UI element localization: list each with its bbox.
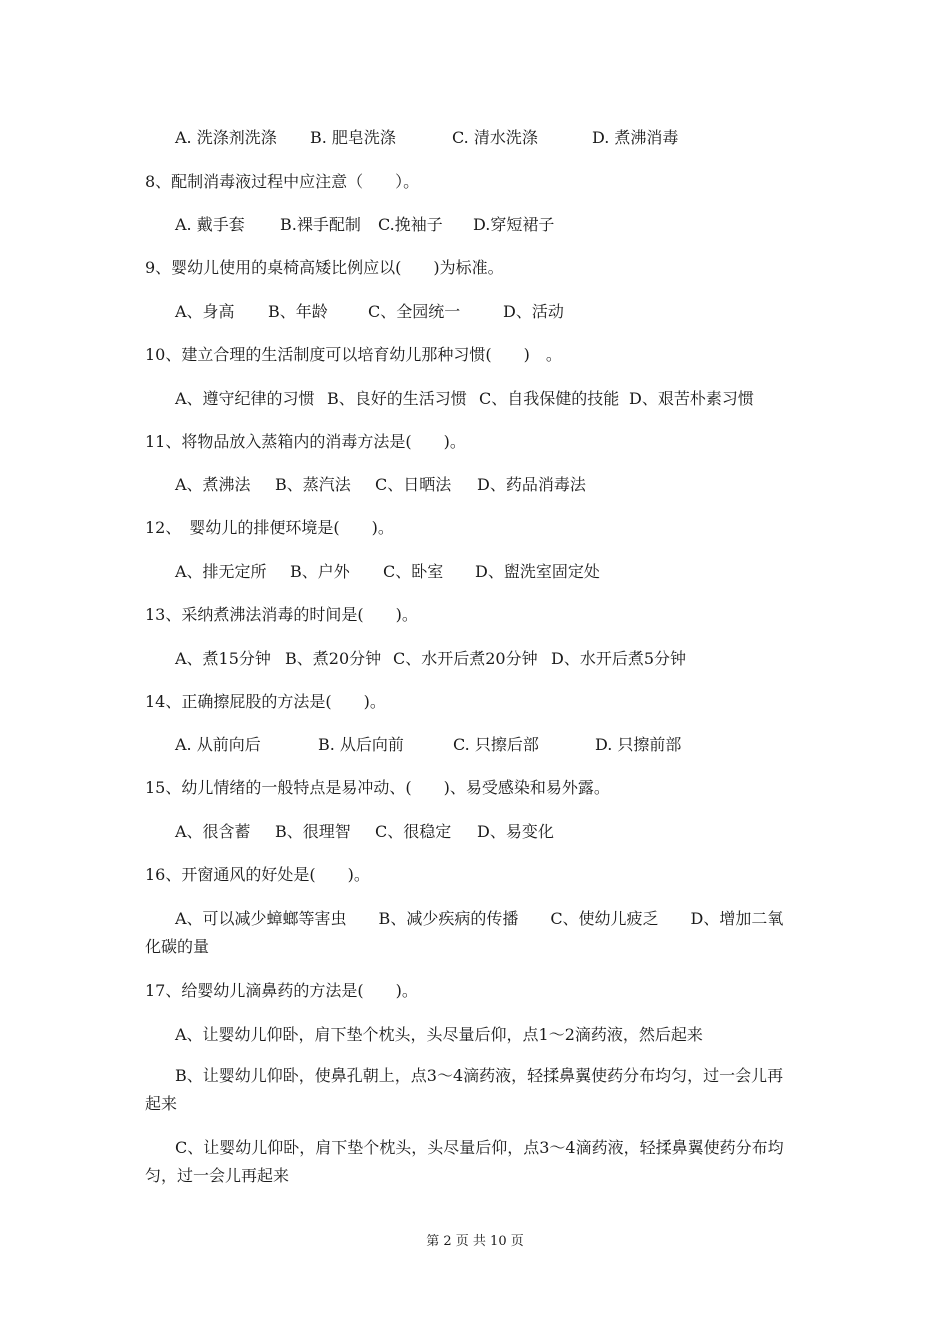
q15-option-a: A、很含蓄 xyxy=(175,822,251,841)
q11-options xyxy=(175,475,586,495)
q8-question: 8、配制消毒液过程中应注意（ ）。 xyxy=(145,172,420,191)
q11-option-c: C、日晒法 xyxy=(375,475,452,494)
q8-option-c: C.挽袖子 xyxy=(378,215,443,234)
q15-options xyxy=(175,822,554,842)
q11-option-b: B、蒸汽法 xyxy=(275,475,351,494)
q11-option-a: A、煮沸法 xyxy=(175,475,251,494)
q12-option-b: B、户外 xyxy=(290,562,350,581)
q14-option-b: B. 从后向前 xyxy=(318,735,404,754)
q15-option-d: D、易变化 xyxy=(477,822,554,841)
q10-option-a: A、遵守纪律的习惯 xyxy=(175,389,315,408)
q15-option-b: B、很理智 xyxy=(275,822,351,841)
q14-option-d: D. 只擦前部 xyxy=(595,735,682,754)
q12-question: 12、 婴幼儿的排便环境是( )。 xyxy=(145,518,394,537)
q7-option-b: B. 肥皂洗涤 xyxy=(310,128,396,147)
q8-options xyxy=(175,215,554,235)
q7-option-d: D. 煮沸消毒 xyxy=(592,128,679,147)
q9-option-b: B、年龄 xyxy=(268,302,328,321)
q15-question: 15、幼儿情绪的一般特点是易冲动、( )、易受感染和易外露。 xyxy=(145,778,610,797)
q9-option-c: C、全园统一 xyxy=(368,302,461,321)
q9-option-d: D、活动 xyxy=(503,302,564,321)
q10-option-c: C、自我保健的技能 xyxy=(479,389,620,408)
q12-options xyxy=(175,562,600,582)
q15-option-c: C、很稳定 xyxy=(375,822,452,841)
q10-options xyxy=(175,389,754,409)
q10-option-b: B、良好的生活习惯 xyxy=(327,389,467,408)
q16-question: 16、开窗通风的好处是( )。 xyxy=(145,865,370,884)
q14-option-c: C. 只擦后部 xyxy=(453,735,539,754)
q14-question: 14、正确擦屁股的方法是( )。 xyxy=(145,692,386,711)
q12-option-a: A、排无定所 xyxy=(175,562,267,581)
q10-question: 10、建立合理的生活制度可以培育幼儿那种习惯( ) 。 xyxy=(145,345,562,364)
q8-option-b: B.裸手配制 xyxy=(280,215,361,234)
q7-option-c: C. 清水洗涤 xyxy=(452,128,538,147)
q7-option-a: A. 洗涤剂洗涤 xyxy=(175,128,277,147)
q12-option-d: D、盥洗室固定处 xyxy=(475,562,600,581)
q11-option-d: D、药品消毒法 xyxy=(477,475,586,494)
q14-options xyxy=(175,735,681,755)
q17-question: 17、给婴幼儿滴鼻药的方法是( )。 xyxy=(145,981,418,1000)
q13-option-b: B、煮20分钟 xyxy=(285,649,382,668)
q9-option-a: A、身高 xyxy=(175,302,235,321)
q13-options xyxy=(175,649,686,669)
q9-question: 9、婴幼儿使用的桌椅高矮比例应以( )为标准。 xyxy=(145,258,504,277)
page-footer: 第 2 页 共 10 页 xyxy=(426,1234,524,1249)
q13-option-d: D、水开后煮5分钟 xyxy=(551,649,687,668)
q14-option-a: A. 从前向后 xyxy=(175,735,261,754)
q7-options xyxy=(175,128,678,148)
q17-option-c: C、让婴幼儿仰卧，肩下垫个枕头，头尽量后仰，点3～4滴药液，轻揉鼻翼使药分布均匀，过一会儿再起来 xyxy=(145,1138,784,1185)
q17-option-b: B、让婴幼儿仰卧，使鼻孔朝上，点3～4滴药液，轻揉鼻翼使药分布均匀，过一会儿再起来 xyxy=(145,1066,784,1113)
q13-option-c: C、水开后煮20分钟 xyxy=(393,649,538,668)
q12-option-c: C、卧室 xyxy=(383,562,444,581)
q13-option-a: A、煮15分钟 xyxy=(175,649,271,668)
q16-options: A、可以减少蟑螂等害虫 B、减少疾病的传播 C、使幼儿疲乏 D、增加二氧化碳的量 xyxy=(145,909,784,956)
q10-option-d: D、艰苦朴素习惯 xyxy=(629,389,754,408)
q13-question: 13、采纳煮沸法消毒的时间是( )。 xyxy=(145,605,418,624)
q9-options xyxy=(175,302,564,322)
q8-option-a: A. 戴手套 xyxy=(175,215,245,234)
q11-question: 11、将物品放入蒸箱内的消毒方法是( )。 xyxy=(145,432,466,451)
q17-option-a: A、让婴幼儿仰卧，肩下垫个枕头，头尽量后仰，点1～2滴药液，然后起来 xyxy=(175,1025,703,1044)
q8-option-d: D.穿短裙子 xyxy=(473,215,555,234)
